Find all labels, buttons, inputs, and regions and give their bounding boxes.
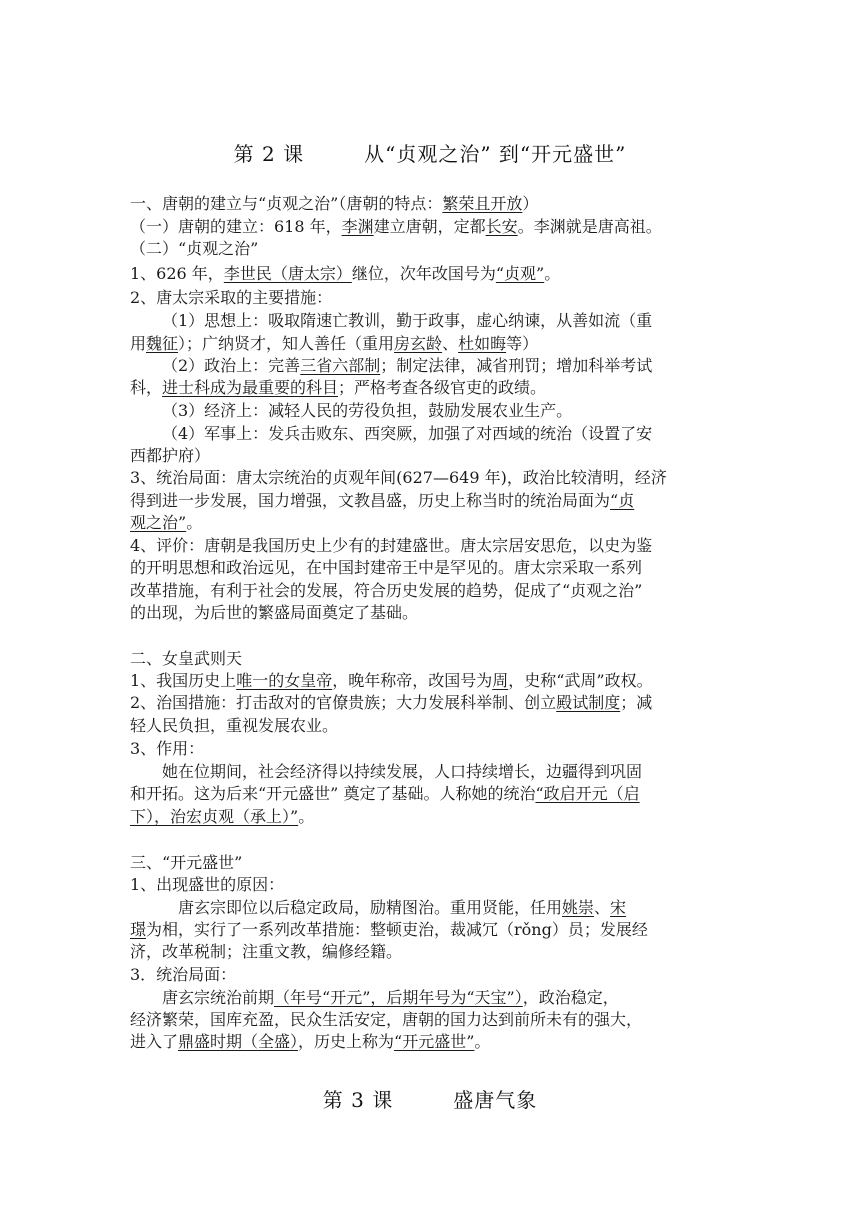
measure-2-line-1: （2）政治上：完善三省六部制；制定法律，减省刑罚；增加科举考试 — [162, 356, 653, 375]
lesson-2-heading: 从“贞观之治” 到“开元盛世” — [364, 142, 627, 166]
measure-4-line-2: 西都护府） — [130, 446, 211, 465]
founding-paragraph: （一）唐朝的建立：618 年，李渊建立唐朝，定都长安。李渊就是唐高祖。 — [130, 217, 662, 236]
kaiyuan-reason-line-1: 唐玄宗即位以后稳定政局，励精图治。重用贤能，任用姚崇、宋 — [178, 898, 627, 917]
kaiyuan-situation-line-3: 进入了鼎盛时期（全盛），历史上称为“开元盛世”。 — [130, 1032, 491, 1051]
section-3-heading: 三、“开元盛世” — [130, 853, 243, 872]
measure-1-line-1: （1）思想上：吸取隋速亡教训，勤于政事，虚心纳谏，从善如流（重 — [162, 311, 653, 330]
wu-effect-line-2: 和开拓。这为后来“开元盛世” 奠定了基础。人称她的统治“政启开元（启 — [130, 784, 640, 803]
lesson-3-title — [0, 1084, 860, 1113]
wu-point-2-line-2: 轻人民负担，重视发展农业。 — [130, 716, 339, 735]
kaiyuan-situation-line-2: 经济繁荣，国库充盈，民众生活安定，唐朝的国力达到前所未有的强大， — [130, 1010, 643, 1029]
point-3-line-1: 3、统治局面：唐太宗统治的贞观年间(627—649 年)，政治比较清明，经济 — [130, 468, 667, 487]
point-3-line-2: 得到进一步发展，国力增强，文教昌盛，历史上称当时的统治局面为“贞 — [130, 491, 635, 510]
wu-effect-line-1: 她在位期间，社会经济得以持续发展，人口持续增长，边疆得到巩固 — [162, 762, 643, 781]
lesson-2-title — [0, 138, 860, 167]
lesson-3-number: 第 3 课 — [322, 1088, 394, 1112]
section-1-heading: 一、唐朝的建立与“贞观之治”（唐朝的特点：繁荣且开放） — [130, 194, 539, 213]
point-4-line-2: 的开明思想和政治远见，在中国封建帝王中是罕见的。唐太宗采取一系列 — [130, 558, 643, 577]
section-2-heading: 二、女皇武则天 — [130, 649, 243, 668]
kaiyuan-point-1: 1、出现盛世的原因： — [130, 875, 285, 894]
measure-2-line-2: 科，进士科成为最重要的科目；严格考查各级官吏的政绩。 — [130, 378, 547, 397]
lesson-2-number: 第 2 课 — [233, 142, 305, 166]
kaiyuan-situation-line-1: 唐玄宗统治前期（年号“开元”，后期年号为“天宝”），政治稳定， — [162, 988, 619, 1007]
kaiyuan-point-3: 3．统治局面： — [130, 965, 237, 984]
point-4-line-4: 的出现，为后世的繁盛局面奠定了基础。 — [130, 603, 419, 622]
point-4-line-3: 改革措施，有利于社会的发展，符合历史发展的趋势，促成了“贞观之治” — [130, 581, 643, 600]
point-3-line-3: 观之治”。 — [130, 513, 203, 532]
lesson-3-heading: 盛唐气象 — [453, 1088, 538, 1112]
subheading-zhenguan: （二）“贞观之治” — [130, 239, 259, 258]
measure-4-line-1: （4）军事上：发兵击败东、西突厥，加强了对西域的统治（设置了安 — [162, 424, 653, 443]
wu-point-2-line-1: 2、治国措施：打击敌对的官僚贵族；大力发展科举制、创立殿试制度；减 — [130, 693, 653, 712]
measure-3: （3）经济上：减轻人民的劳役负担，鼓励发展农业生产。 — [162, 401, 573, 420]
measure-1-line-2: 用魏征）；广纳贤才，知人善任（重用房玄龄、杜如晦等） — [130, 334, 539, 353]
kaiyuan-reason-line-3: 济，改革税制；注重文教，编修经籍。 — [130, 942, 403, 961]
point-2-measures: 2、唐太宗采取的主要措施： — [130, 288, 333, 307]
point-4-line-1: 4、评价：唐朝是我国历史上少有的封建盛世。唐太宗居安思危，以史为鉴 — [130, 536, 653, 555]
wu-point-1: 1、我国历史上唯一的女皇帝，晚年称帝，改国号为周，史称“武周”政权。 — [130, 671, 653, 690]
point-1-accession: 1、626 年，李世民（唐太宗）继位，次年改国号为“贞观”。 — [130, 264, 561, 283]
wu-effect-line-3: 下），治宏贞观（承上）”。 — [130, 807, 315, 826]
kaiyuan-reason-line-2: 璟为相，实行了一系列改革措施：整顿吏治，裁减冗（rǒng）员；发展经 — [130, 920, 648, 939]
wu-point-3: 3、作用： — [130, 739, 205, 758]
